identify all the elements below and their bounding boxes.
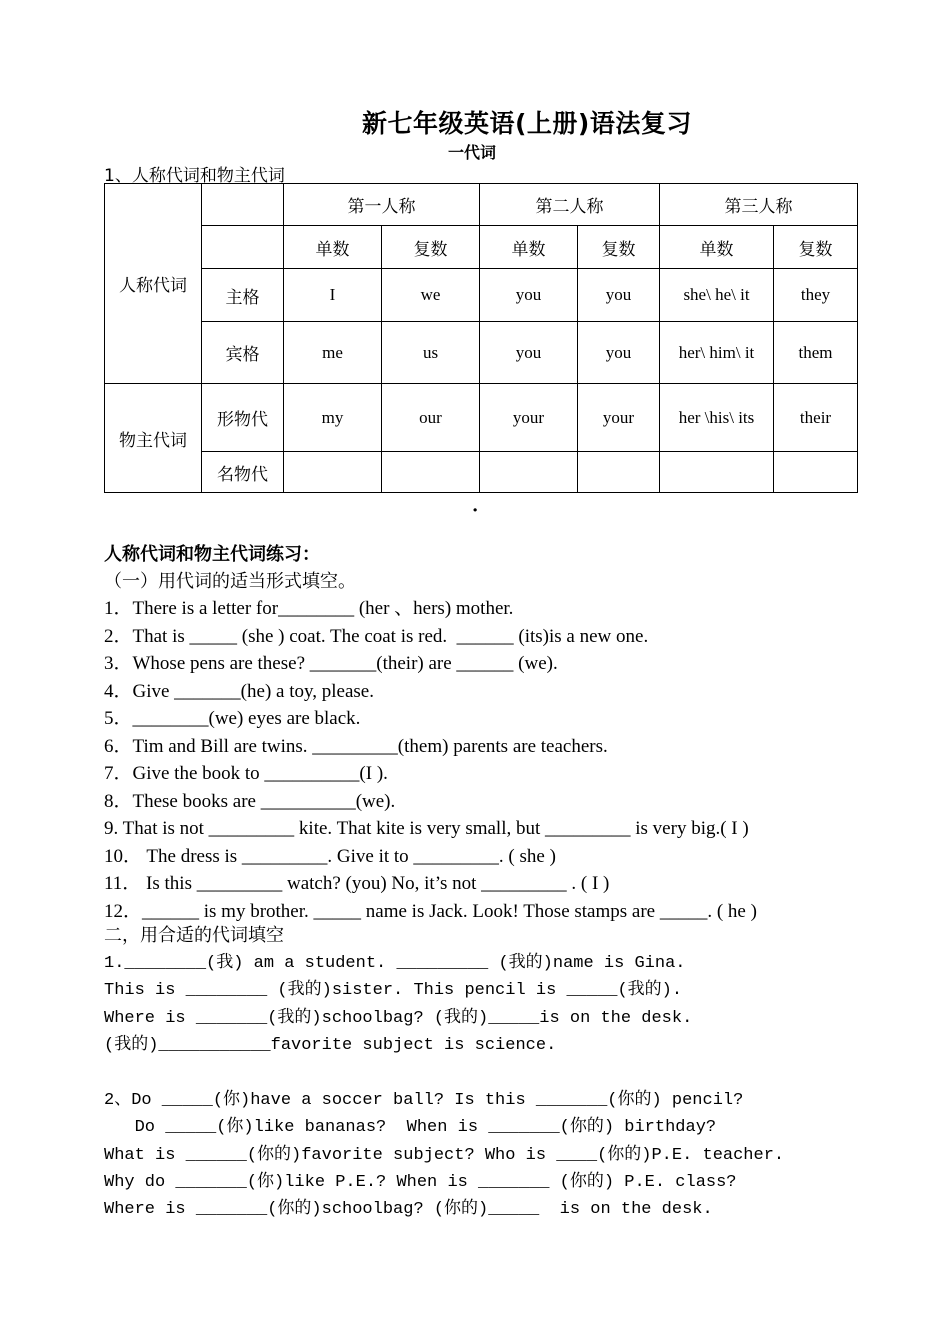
part2-block-first-person: [104, 950, 864, 1059]
exercise-line: Do _____(你)like bananas? When is _______(你的) birthday?: [104, 1118, 717, 1138]
table-cell-empty: [578, 452, 660, 493]
table-corner-cell: [202, 184, 284, 226]
row-label-nominative: 主格: [202, 269, 284, 322]
pronoun-table: [104, 183, 858, 493]
exercise-line: What is ______(你的)favorite subject? Who is ____(你的)P.E. teacher.: [104, 1145, 785, 1165]
table-cell: you: [578, 269, 660, 322]
table-cell-empty: [284, 452, 382, 493]
header-number: 单数: [284, 226, 382, 269]
row-label-objective: 宾格: [202, 322, 284, 384]
exercise-line: This is ________ (我的)sister. This pencil is _____(我的).: [104, 981, 683, 1001]
table-cell: you: [480, 322, 578, 384]
table-cell: they: [774, 269, 858, 322]
table-cell: you: [480, 269, 578, 322]
part2-heading: 二，用合适的代词填空: [104, 925, 284, 946]
exercise-line: 12．______ is my brother. _____ name is Jack. Look! Those stamps are _____. ( he ): [104, 900, 757, 922]
table-cell: her\ him\ it: [660, 322, 774, 384]
page-subtitle: 一代词: [448, 143, 497, 162]
exercise-line: 5．________(we) eyes are black.: [104, 708, 361, 729]
exercise-line: 8．These books are __________(we).: [104, 790, 396, 812]
exercise-line: 9. That is not _________ kite. That kite is very small, but _________ is very big.( I ): [104, 818, 749, 839]
table-cell: her \his\ its: [660, 384, 774, 452]
table-cell: I: [284, 269, 382, 322]
table-cell: me: [284, 322, 382, 384]
separator-dot: ·: [472, 500, 479, 521]
row-label-noun-possessive: 名物代: [202, 452, 284, 493]
table-cell: our: [382, 384, 480, 452]
exercise-line: Why do _______(你)like P.E.? When is _______ (你的) P.E. class?: [104, 1172, 737, 1192]
header-first-person: 第一人称: [284, 184, 480, 226]
exercise-line: Where is _______(我的)schoolbag? (我的)_____is on the desk.: [104, 1008, 693, 1028]
exercise-line: 1.________(我) am a student. _________ (我的)name is Gina.: [104, 954, 686, 973]
group-personal-pronouns: 人称代词: [105, 184, 202, 384]
header-number: 复数: [382, 226, 480, 269]
exercise-line: 7．Give the book to __________(I ).: [104, 763, 388, 784]
group-possessive-pronouns: 物主代词: [105, 384, 202, 493]
table-cell-empty: [382, 452, 480, 493]
header-number: 复数: [774, 226, 858, 269]
row-label-adjective-possessive: 形物代: [202, 384, 284, 452]
part2-block-second-person: [104, 1087, 864, 1223]
table-cell-empty: [480, 452, 578, 493]
header-number: 单数: [480, 226, 578, 269]
part1-heading: （一）用代词的适当形式填空。: [104, 571, 356, 592]
table-cell: you: [578, 322, 660, 384]
table-cell: my: [284, 384, 382, 452]
header-number: 单数: [660, 226, 774, 269]
exercise-heading: 人称代词和物主代词练习：: [104, 544, 320, 565]
exercise-line: 10． The dress is _________. Give it to _________. ( she ): [104, 845, 556, 867]
table-cell-empty: [660, 452, 774, 493]
table-cell: your: [480, 384, 578, 452]
exercise-line: 3．Whose pens are these? _______(their) are ______ (we).: [104, 653, 558, 674]
exercise-line: 4．Give _______(he) a toy, please.: [104, 680, 374, 702]
exercise-line: 1．There is a letter for________ (her 、hers) mother.: [104, 598, 514, 619]
exercise-line: 6．Tim and Bill are twins. _________(them) parents are teachers.: [104, 735, 608, 757]
table-corner-cell: [202, 226, 284, 269]
exercise-line: 2、Do _____(你)have a soccer ball? Is this _______(你的) pencil?: [104, 1091, 744, 1110]
header-third-person: 第三人称: [660, 184, 858, 226]
table-cell: us: [382, 322, 480, 384]
header-number: 复数: [578, 226, 660, 269]
table-cell: your: [578, 384, 660, 452]
table-cell-empty: [774, 452, 858, 493]
section-heading: 1、人称代词和物主代词: [104, 166, 285, 186]
part1-exercise-list: [104, 595, 864, 925]
exercise-line: (我的)___________favorite subject is science.: [104, 1035, 557, 1055]
header-second-person: 第二人称: [480, 184, 660, 226]
table-cell: she\ he\ it: [660, 269, 774, 322]
table-cell: we: [382, 269, 480, 322]
exercise-line: 2．That is _____ (she ) coat. The coat is red. ______ (its)is a new one.: [104, 625, 649, 647]
table-cell: them: [774, 322, 858, 384]
page-title: 新七年级英语(上册)语法复习: [362, 109, 692, 138]
table-cell: their: [774, 384, 858, 452]
exercise-line: Where is _______(你的)schoolbag? (你的)_____ is on the desk.: [104, 1200, 713, 1220]
exercise-line: 11． Is this _________ watch? (you) No, it’s not _________ . ( I ): [104, 873, 610, 894]
